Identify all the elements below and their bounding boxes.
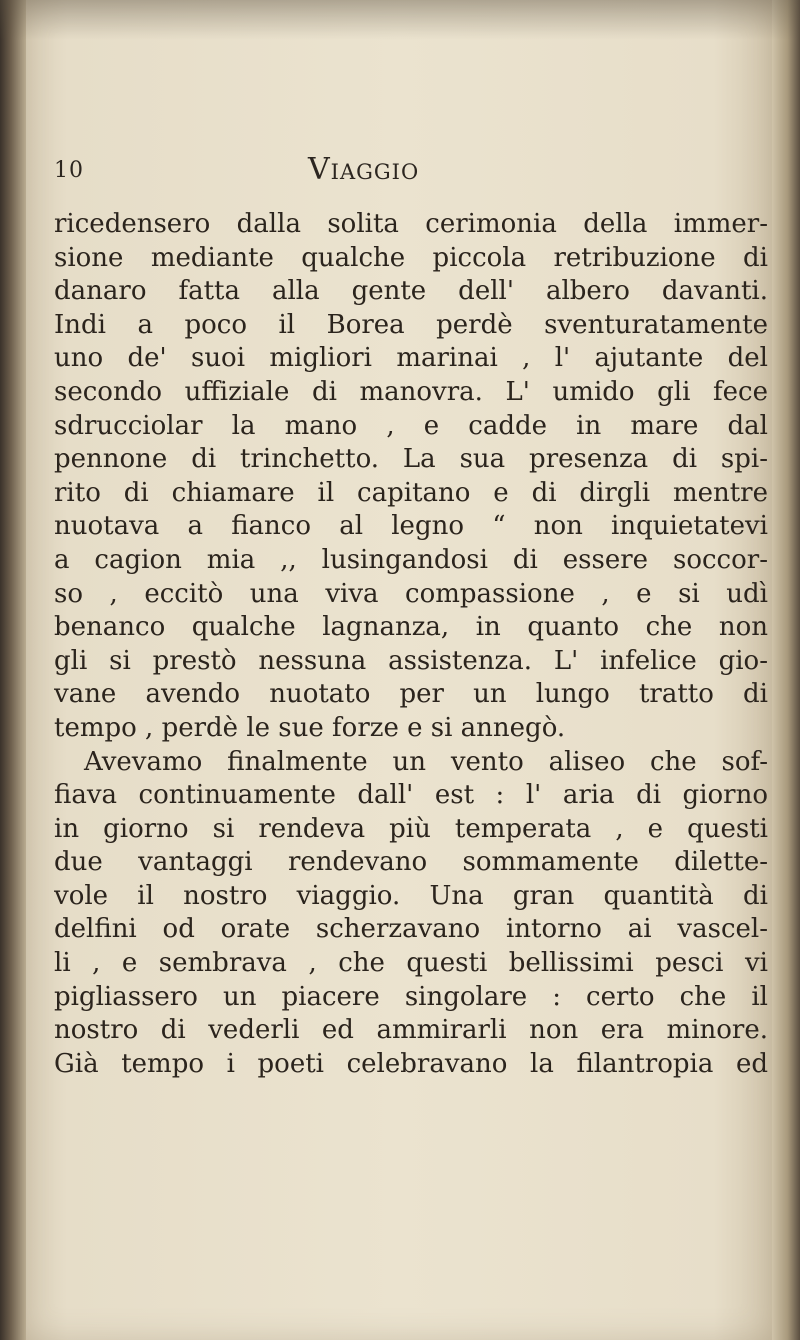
text-line: in giorno si rendeva più temperata , e questi (54, 813, 768, 844)
text-line: uno de' suoi migliori marinai , l' ajutante del (54, 343, 768, 374)
text-line: fiava continuamente dall' est : l' aria di giorno (54, 780, 768, 811)
text-line: sione mediante qualche piccola retribuzione di (54, 242, 768, 273)
text-line: Già tempo i poeti celebravano la filantropia ed (54, 1048, 768, 1079)
running-title: Viaggio (308, 152, 420, 187)
text-line: nuotava a fianco al legno “ non inquietatevi (54, 511, 768, 542)
text-line: rito di chiamare il capitano e di dirgli mentre (54, 477, 768, 508)
text-line: ricedensero dalla solita cerimonia della immer- (54, 209, 768, 239)
text-line: secondo uffiziale di manovra. L' umido gli fece (54, 376, 768, 407)
text-line: pennone di trinchetto. La sua presenza di spi- (54, 444, 768, 475)
book-spine (0, 0, 26, 1340)
top-shadow (0, 0, 800, 40)
text-line: tempo , perdè le sue forze e si annegò. (54, 712, 566, 743)
text-line: Indi a poco il Borea perdè sventuratamente (54, 309, 768, 340)
text-line: delfini od orate scherzavano intorno ai vascel- (54, 914, 768, 945)
text-line: vane avendo nuotato per un lungo tratto di (54, 679, 768, 710)
text-line: Avevamo finalmente un vento aliseo che sof- (84, 746, 768, 777)
text-line: pigliassero un piacere singolare : certo che il (54, 981, 768, 1012)
text-line: nostro di vederli ed ammirarli non era minore. (54, 1015, 768, 1046)
text-line: vole il nostro viaggio. Una gran quantità di (54, 880, 768, 911)
text-line: danaro fatta alla gente dell' albero davanti. (54, 276, 768, 307)
text-line: due vantaggi rendevano sommamente dilette- (54, 847, 768, 878)
text-line: li , e sembrava , che questi bellissimi pesci vi (54, 948, 768, 979)
page-header (54, 152, 754, 194)
page-number: 10 (54, 158, 84, 183)
text-line: benanco qualche lagnanza, in quanto che non (54, 612, 768, 643)
text-line: a cagion mia ,, lusingandosi di essere soccor- (54, 544, 768, 575)
text-body (54, 208, 768, 1081)
text-line: sdrucciolar la mano , e cadde in mare dal (54, 410, 768, 441)
page-edge (772, 0, 800, 1340)
text-line: so , eccitò una viva compassione , e si udì (54, 578, 768, 609)
text-line: gli si prestò nessuna assistenza. L' infelice gio- (54, 645, 768, 676)
